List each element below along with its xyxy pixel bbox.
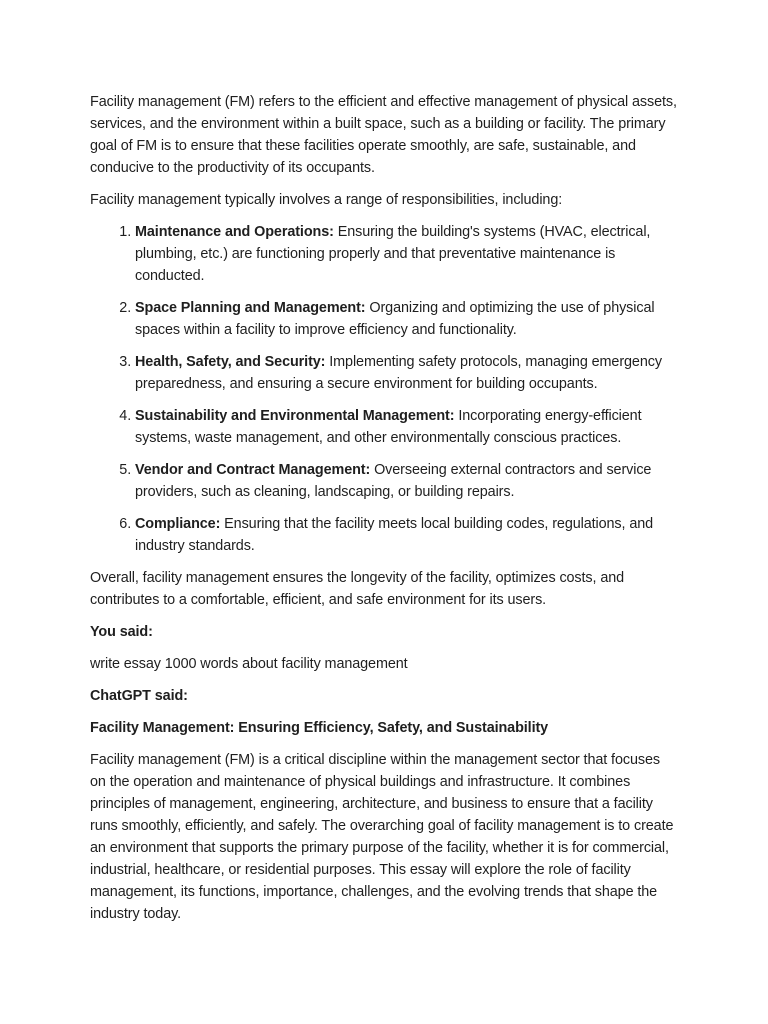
list-item-title: Vendor and Contract Management: (135, 462, 371, 478)
list-item-text: Incorporating energy-efficient systems, waste management, and other environmentally conscious practices. (135, 408, 642, 446)
list-item-title: Sustainability and Environmental Management: (135, 408, 455, 424)
essay-title: Facility Management: Ensuring Efficiency, Safety, and Sustainability (90, 720, 549, 736)
list-item (135, 221, 678, 287)
list-item (135, 405, 678, 449)
list-item (135, 459, 678, 503)
user-prompt: write essay 1000 words about facility management (90, 656, 408, 672)
list-item-text: Ensuring that the facility meets local building codes, regulations, and industry standards. (135, 516, 654, 554)
list-item-title: Health, Safety, and Security: (135, 354, 326, 370)
assistant-label: ChatGPT said: (90, 688, 188, 704)
list-item-text: Overseeing external contractors and service providers, such as cleaning, landscaping, or building repairs. (135, 462, 652, 500)
list-item-title: Space Planning and Management: (135, 300, 366, 316)
list-item-title: Compliance: (135, 516, 221, 532)
document-page (90, 91, 678, 935)
list-item-text: Organizing and optimizing the use of physical spaces within a facility to improve efficiency and functionality. (135, 300, 655, 338)
list-item-text: Ensuring the building's systems (HVAC, electrical, plumbing, etc.) are functioning properly and that preventative maintenance is conducted. (135, 224, 651, 284)
essay-paragraph: Facility management (FM) is a critical discipline within the management sector that focuses on the operation and maintenance of physical buildings and infrastructure. It combines principles of management, engineering, architecture, and business to ensure that a facility runs smoothly, efficiently, and safely. The overarching goal of facility management is to create an environment that supports the primary purpose of the facility, whether it is for commercial, industrial, healthcare, or residential purposes. This essay will explore the role of facility management, its functions, importance, challenges, and the evolving trends that shape the industry today. (90, 752, 674, 922)
list-item (135, 513, 678, 557)
summary-paragraph: Overall, facility management ensures the longevity of the facility, optimizes costs, and contributes to a comfortable, efficient, and safe environment for its users. (90, 570, 625, 608)
list-item-title: Maintenance and Operations: (135, 224, 334, 240)
list-item (135, 297, 678, 341)
list-intro-paragraph: Facility management typically involves a range of responsibilities, including: (90, 192, 563, 208)
list-item (135, 351, 678, 395)
intro-paragraph: Facility management (FM) refers to the efficient and effective management of physical assets, services, and the environment within a built space, such as a building or facility. The primary goal of FM is to ensure that these facilities operate smoothly, are safe, sustainable, and conducive to the productivity of its occupants. (90, 94, 677, 176)
user-label: You said: (90, 624, 153, 640)
list-item-text: Implementing safety protocols, managing emergency preparedness, and ensuring a secure environment for building occupants. (135, 354, 662, 392)
responsibilities-list (90, 221, 678, 557)
